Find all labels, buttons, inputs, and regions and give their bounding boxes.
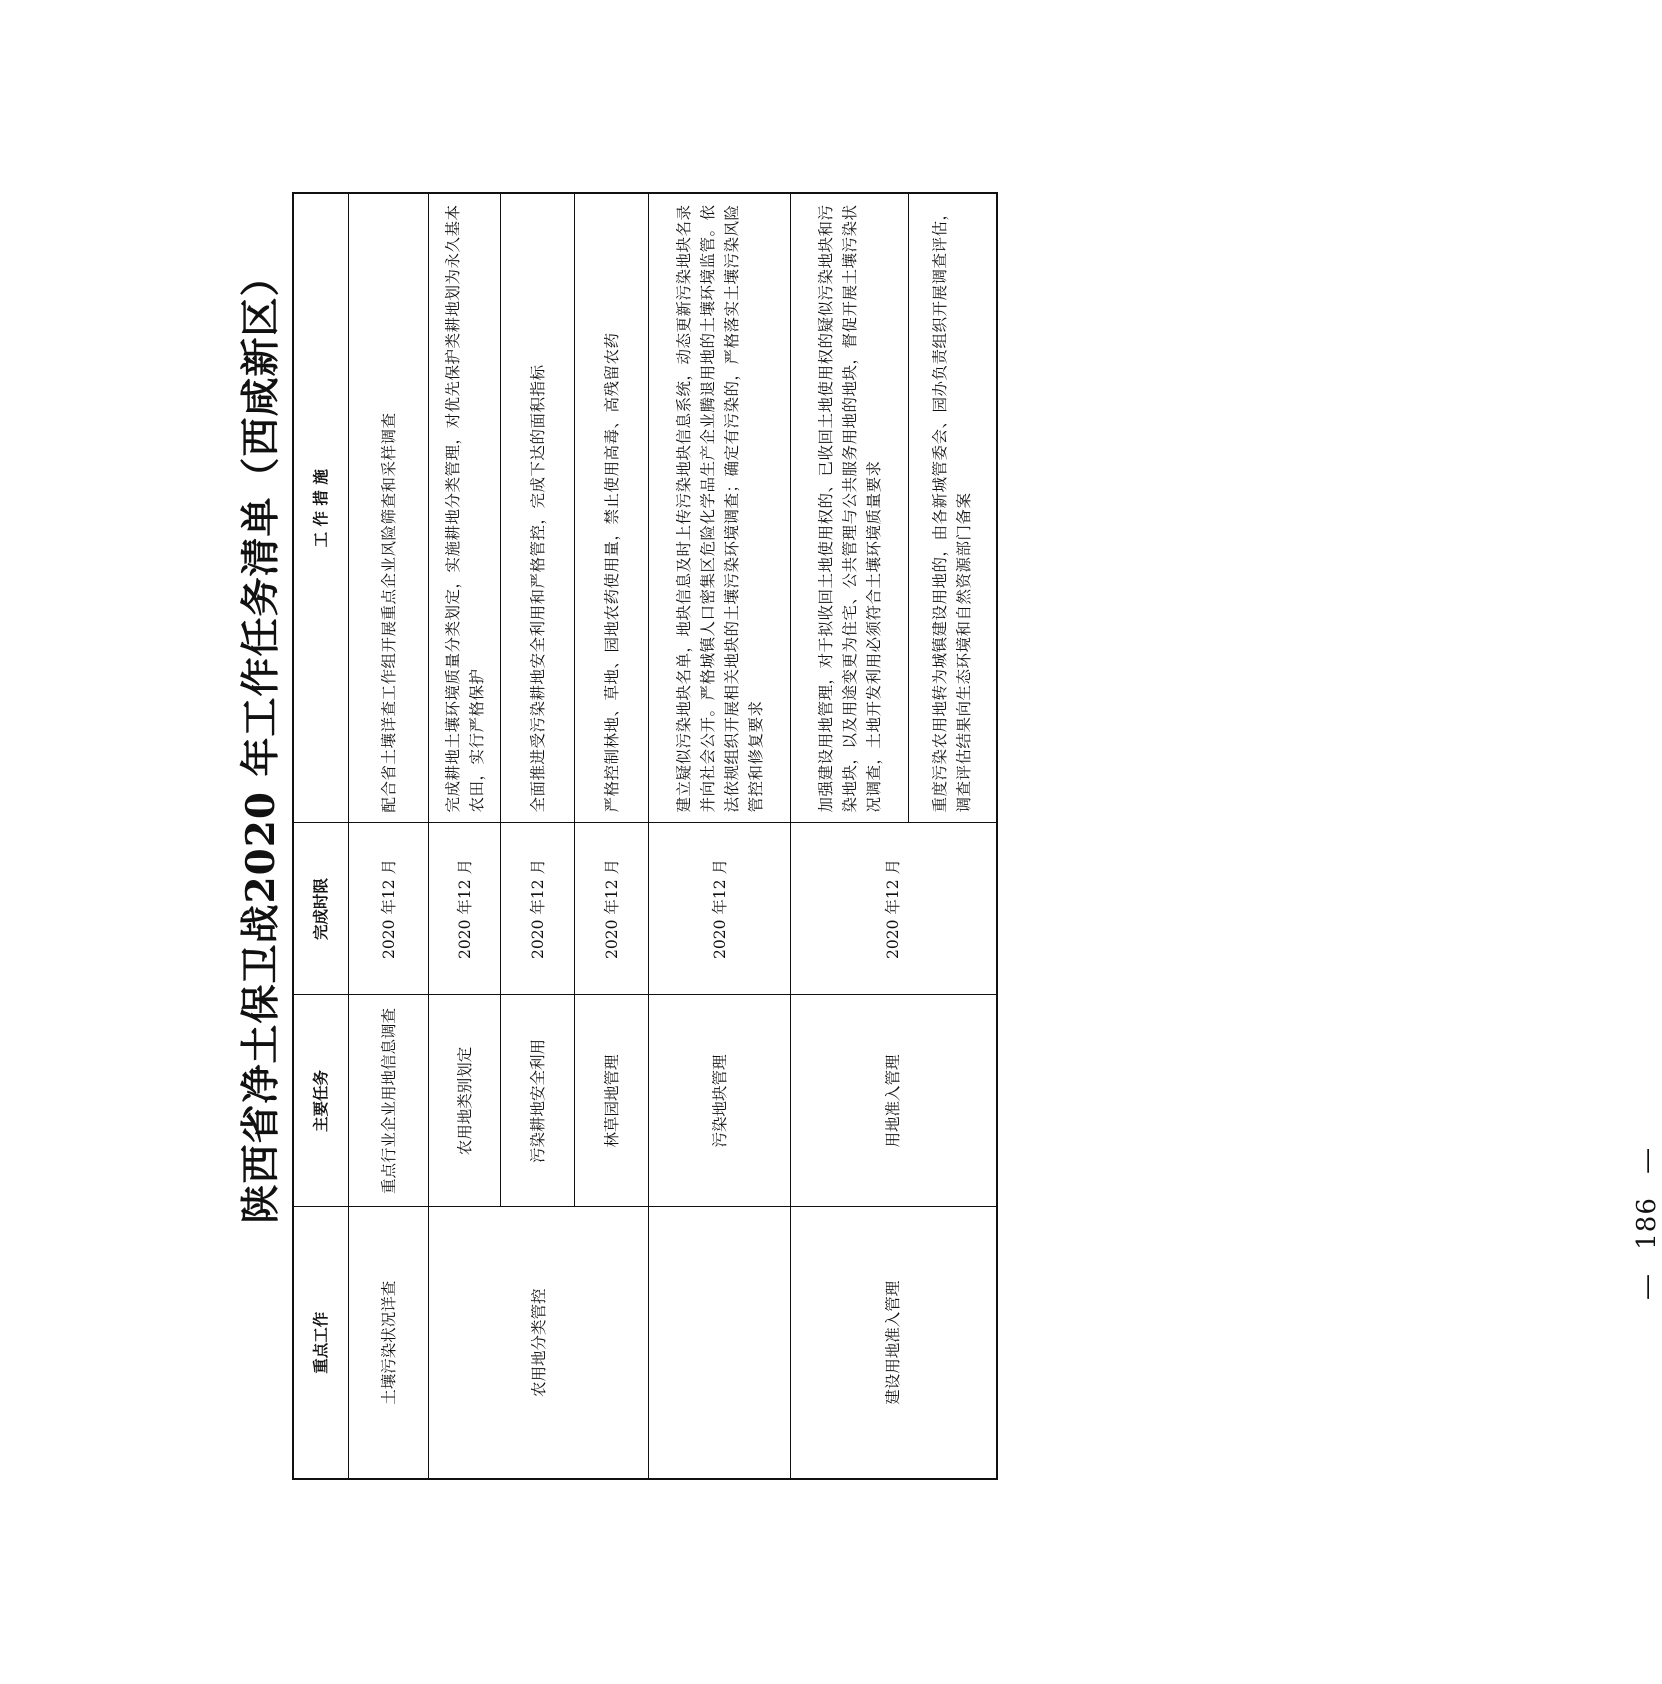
table-row (791, 193, 909, 1479)
table-header-row (293, 193, 349, 1479)
key-work-cell: 建设用地准入管理 (791, 1207, 997, 1479)
measure-cell: 重度污染农用地转为城镇建设用地的，由各新城管委会、园办负责组织开展调查评估，调查评估结果向生态环境和自然资源部门备案 (909, 193, 997, 823)
key-work-cell-empty (649, 1207, 791, 1479)
footer-dash-right: — (1632, 1146, 1662, 1174)
table-row (429, 193, 501, 1479)
task-cell: 污染地块管理 (649, 995, 791, 1207)
rotated-page-content (230, 0, 1662, 1480)
header-measures: 工 作 措 施 (293, 193, 349, 823)
task-cell: 污染耕地安全利用 (501, 995, 575, 1207)
deadline-cell: 2020 年12 月 (575, 823, 649, 995)
deadline-cell: 2020 年12 月 (501, 823, 575, 995)
task-cell: 重点行业企业用地信息调查 (349, 995, 429, 1207)
task-cell: 用地准入管理 (791, 995, 997, 1207)
page-title: 陕西省净土保卫战2020 年工作任务清单（西咸新区） (238, 256, 284, 1224)
key-work-cell: 土壤污染状况详查 (349, 1207, 429, 1479)
page-footer (1632, 1147, 1662, 1300)
page-number: 186 (1632, 1197, 1662, 1250)
deadline-cell: 2020 年12 月 (791, 823, 997, 995)
task-cell: 农用地类别划定 (429, 995, 501, 1207)
key-work-cell: 农用地分类管控 (429, 1207, 649, 1479)
header-main-task: 主要任务 (293, 995, 349, 1207)
measure-cell: 加强建设用地管理，对于拟收回土地使用权的、已收回土地使用权的疑似污染地块和污染地块，以及用途变更为住宅、公共管理与公共服务用地的地块，督促开展土壤污染状况调查，土地开发利用必须符合土壤环境质量要求 (791, 193, 909, 823)
task-cell: 林草园地管理 (575, 995, 649, 1207)
header-deadline: 完成时限 (293, 823, 349, 995)
measure-cell: 建立疑似污染地块名单，地块信息及时上传污染地块信息系统，动态更新污染地块名录并向社会公开。严格城镇人口密集区危险化学品生产企业腾退用地的土壤环境监管。依法依规组织开展相关地块的土壤污染环境调查；确定有污染的，严格落实土壤污染风险管控和修复要求 (649, 193, 791, 823)
footer-dash-left: — (1632, 1273, 1662, 1300)
deadline-cell: 2020 年12 月 (349, 823, 429, 995)
table-row (349, 193, 429, 1479)
measure-cell: 严格控制林地、草地、园地农药使用量，禁止使用高毒、高残留农药 (575, 193, 649, 823)
task-table (292, 192, 998, 1480)
deadline-cell: 2020 年12 月 (429, 823, 501, 995)
measure-cell: 配合省土壤详查工作组开展重点企业风险筛查和采样调查 (349, 193, 429, 823)
measure-cell: 全面推进受污染耕地安全利用和严格管控，完成下达的面积指标 (501, 193, 575, 823)
header-key-work: 重点工作 (293, 1207, 349, 1479)
measure-cell: 完成耕地土壤环境质量分类划定，实施耕地分类管理，对优先保护类耕地划为永久基本农田，实行严格保护 (429, 193, 501, 823)
table-row (649, 193, 791, 1479)
deadline-cell: 2020 年12 月 (649, 823, 791, 995)
